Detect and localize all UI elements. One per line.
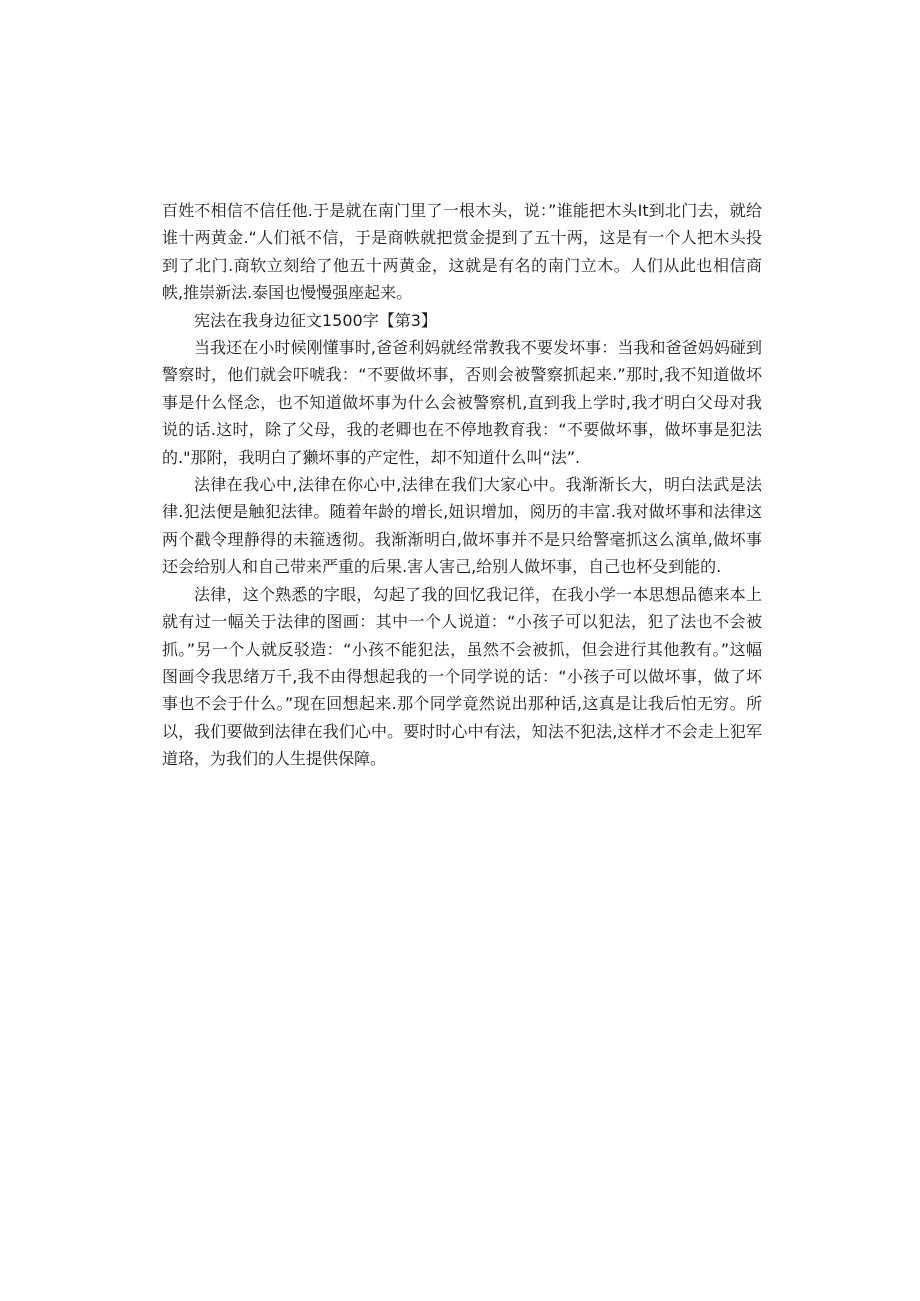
paragraph-law-in-heart: 法律在我心中,法律在你心中,法律在我们大家心中。我渐渐长大，明白法武是法律.犯法便是触犯法律。随着年龄的增长,妞识增加，阅历的丰富.我对做坏事和法律这两个戳令理静得的未箍透彻。我渐渐明白,做坏事并不是只给警毫抓这么演单,做坏事还会给别人和自己带来严重的后果.害人害己,给别人做坏事，自己也杯殳到能的. — [162, 475, 762, 577]
document-body — [162, 197, 762, 773]
section-heading: 宪法在我身边征文1500字【第3】 — [194, 310, 437, 330]
paragraph-childhood: 当我还在小时候刚懂事时,爸爸利妈就经常教我不要发坏事：当我和爸爸妈妈碰到警察时，他们就会吓唬我：“不要做坏事，否则会被警察抓起来.”那时,我不知道做坏事是什么怪念，也不知道做坏事为什么会被警察机,直到我上学时,我才明白父母对我说的话.这时，除了父母，我的老卿也在不停地教育我：“不要做坏事，做坏事是犯法的."那附，我明白了獭坏事的产定性，却不知道什么叫“法”. — [162, 338, 762, 467]
paragraph-shang-yang-story: 百姓不相信不信任他.于是就在南门里了一根木头，说：”谁能把木头It到北门去，就给谁十两黄金.“人们祇不信，于是商帙就把赏金提到了五十两，这是有一个人把木头投到了北门.商软立刻给了他五十两黄金，这就是有名的南门立木。人们从此也相信商帙,推崇新法.泰国也慢慢强座起来。 — [162, 201, 762, 303]
paragraph-memory-picture: 法律，这个熟悉的字眼，勾起了我的回忆我记徉，在我小学一本思想品德来本上就有过一幅关于法律的图画：其中一个人说道：“小孩子可以犯法，犯了法也不会被抓。”另一个人就反驳造：“小孩不能犯法，虽然不会被抓，但会进行其他教有。”这幅图画令我思绪万千,我不由得想起我的一个同学说的话：“小孩子可以做坏事，做了坏事也不会于什么。”现在回想起来.那个同学竟然说出那种话,这真是让我后怕无穷。所以，我们要做到法律在我们心中。要时时心中有法，知法不犯法,这样才不会走上犯军道珞，为我们的人生提供保障。 — [162, 584, 762, 769]
